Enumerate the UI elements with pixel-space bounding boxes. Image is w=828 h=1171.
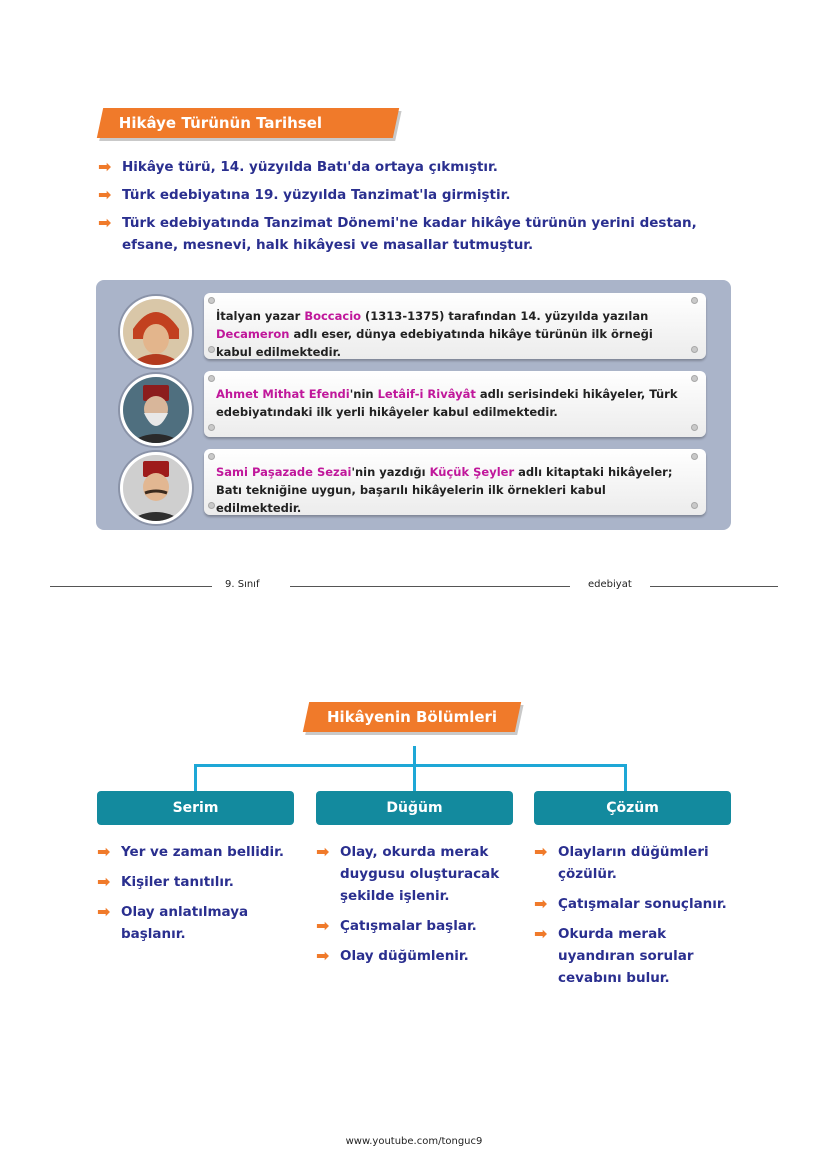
info-panel [96, 280, 731, 530]
info-card [204, 449, 706, 515]
arrow-right-icon: ➡ [316, 946, 330, 965]
arrow-right-icon: ➡ [98, 157, 112, 176]
info-card [204, 293, 706, 359]
list-item: ➡ Okurda merak uyandıran sorular cevabını bulur. [534, 924, 694, 986]
connector-line [413, 764, 416, 791]
arrow-right-icon: ➡ [316, 842, 330, 861]
dugum-list [316, 841, 506, 975]
connector-line [413, 746, 416, 766]
section-title-banner [97, 108, 399, 162]
ahmet-mithat-portrait [120, 374, 192, 446]
arrow-right-icon: ➡ [97, 872, 111, 891]
cozum-heading: Çözüm [534, 791, 731, 825]
list-item: ➡ Çatışmalar başlar. [316, 916, 477, 935]
arrow-right-icon: ➡ [534, 894, 548, 913]
list-item: ➡ Türk edebiyatına 19. yüzyılda Tanzimat'la girmiştir. [98, 185, 511, 204]
list-item: ➡ Olay düğümlenir. [316, 946, 469, 965]
footer-subject: edebiyat [588, 579, 632, 590]
arrow-right-icon: ➡ [316, 916, 330, 935]
list-item: ➡ Türk edebiyatında Tanzimat Dönemi'ne kadar hikâye türünün yerini destan, efsane, mesnevi, halk hikâyesi ve masallar tutmuştur. [98, 213, 697, 253]
arrow-right-icon: ➡ [534, 924, 548, 943]
section-title: Hikâye Türünün Tarihsel Gelişimi [118, 114, 323, 162]
list-item: ➡ Kişiler tanıtılır. [97, 872, 234, 891]
arrow-right-icon: ➡ [98, 185, 112, 204]
card-text: Ahmet Mithat Efendi'nin Letâif-i Rivâyât adlı serisindeki hikâyeler, Türk edebiyatındaki ilk yerli hikâyeler kabul edilmektedir. [216, 387, 678, 419]
youtube-link[interactable]: www.youtube.com/tonguc9 [345, 1136, 483, 1147]
info-card [204, 371, 706, 437]
card-text: Sami Paşazade Sezai'nin yazdığı Küçük Şeyler adlı kitaptaki hikâyeler; Batı tekniğine uygun, başarılı hikâyelerin ilk örnekleri kabul edilmektedir. [216, 465, 673, 515]
arrow-right-icon: ➡ [98, 213, 112, 232]
serim-list [97, 841, 302, 953]
serim-heading: Serim [97, 791, 294, 825]
dugum-heading: Düğüm [316, 791, 513, 825]
history-bullet-list [98, 156, 738, 262]
list-item: ➡ Hikâye türü, 14. yüzyılda Batı'da ortaya çıkmıştır. [98, 157, 498, 176]
footer-divider [290, 586, 570, 587]
cozum-list [534, 841, 739, 997]
connector-line [624, 764, 627, 791]
list-item: ➡ Yer ve zaman bellidir. [97, 842, 285, 861]
list-item: ➡ Olayların düğümleri çözülür. [534, 842, 709, 882]
arrow-right-icon: ➡ [534, 842, 548, 861]
footer-divider [650, 586, 778, 587]
footer-divider [50, 586, 212, 587]
section-title-banner [303, 702, 521, 732]
section-title: Hikâyenin Bölümleri [326, 708, 498, 726]
list-item: ➡ Olay anlatılmaya başlanır. [97, 902, 249, 942]
connector-line [194, 764, 197, 791]
footer-grade: 9. Sınıf [225, 579, 260, 590]
list-item: ➡ Olay, okurda merak duygusu oluşturacak şekilde işlenir. [316, 842, 500, 904]
boccacio-portrait [120, 296, 192, 368]
connector-line [194, 764, 627, 767]
card-text: İtalyan yazar Boccacio (1313-1375) tarafından 14. yüzyılda yazılan Decameron adlı eser, dünya edebiyatında hikâye türünün ilk örneği kabul edilmektedir. [216, 309, 653, 359]
arrow-right-icon: ➡ [97, 902, 111, 921]
arrow-right-icon: ➡ [97, 842, 111, 861]
sami-pasazade-portrait [120, 452, 192, 524]
list-item: ➡ Çatışmalar sonuçlanır. [534, 894, 727, 913]
